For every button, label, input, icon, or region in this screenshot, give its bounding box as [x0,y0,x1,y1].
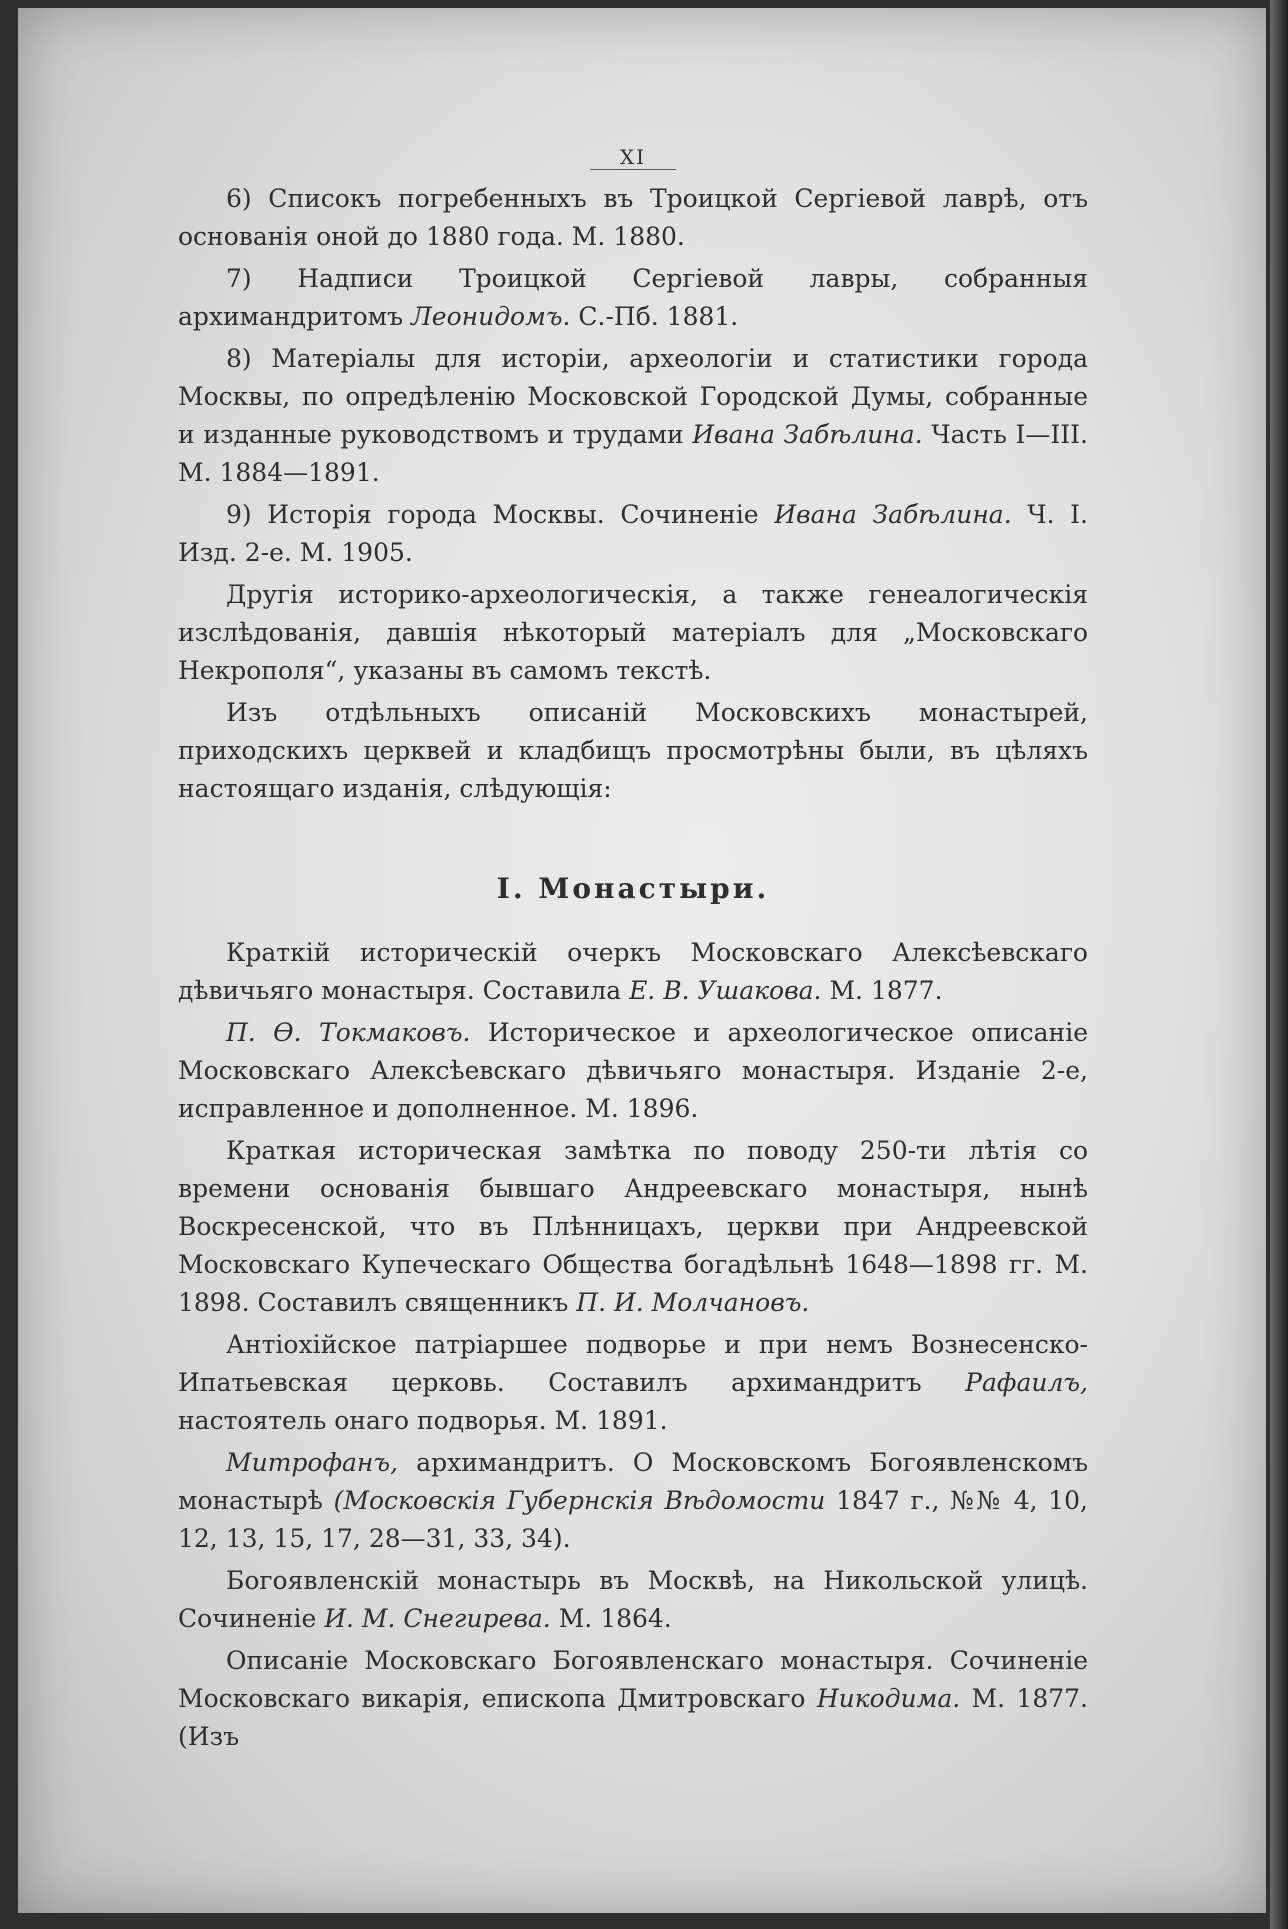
monastery-reference-list [178,934,1088,1756]
text-run: Другія историко-археологическія, а также генеалогическія изслѣдованія, давшія нѣкоторый матеріалъ для „Московскаго Некрополя“, указаны въ самомъ текстѣ. [178,580,1088,685]
italic-name: И. М. Снегирева. [324,1604,551,1633]
text-run: М. 1877. [821,976,943,1005]
reference-paragraph [178,180,1088,256]
reference-list [178,180,1088,808]
text-run: М. 1864. [550,1604,672,1633]
italic-name: П. Ѳ. Токмаковъ. [226,1018,471,1047]
italic-name: Рафаилъ, [965,1368,1088,1397]
text-run: Краткій историческій очеркъ Московскаго Алексѣевскаго дѣвичьяго монастыря. Составила [178,938,1088,1005]
book-page [18,8,1266,1913]
page-number: XI [178,138,1088,176]
text-run: Ч. I. Изд. 2-е. М. 1905. [178,500,1089,567]
italic-name: Никодима. [816,1684,961,1713]
reference-paragraph [178,576,1088,690]
text-run: Краткая историческая замѣтка по поводу 250-ти лѣтія со времени основанія бывшаго Андреевскаго монастыря, нынѣ Воскресенской, что въ Плѣнницахъ, церкви при Андреевской Московскаго Купеческаго Общества богадѣльнѣ 1648—1898 гг. М. 1898. Составилъ священникъ [178,1136,1088,1317]
text-run: 8) Матеріалы для исторіи, археологіи и статистики города Москвы, по опредѣленію Московской Городской Думы, собранные и изданные руководствомъ и трудами [178,344,1088,449]
text-run: настоятель онаго подворья. М. 1891. [178,1406,668,1435]
italic-name: Ивана Забѣлина. [692,420,923,449]
page-text [178,138,1088,1760]
monastery-reference-paragraph [178,1642,1088,1756]
text-run: Богоявленскій монастырь въ Москвѣ, на Никольской улицѣ. Сочиненіе [178,1566,1088,1633]
italic-name: Митрофанъ, [226,1448,399,1477]
italic-name: Е. В. Ушакова. [629,976,822,1005]
italic-name: Леонидомъ. [410,302,571,331]
text-run: Антіохійское патріаршее подворье и при немъ Вознесенско-Ипатьевская церковь. Составилъ архимандритъ [178,1330,1088,1397]
text-run: 1847 г., №№ 4, 10, 12, 13, 15, 17, 28—31, 33, 34). [178,1486,1089,1553]
scan-edge-shadow [1270,0,1288,1929]
italic-name: Ивана Забѣлина. [774,500,1012,529]
text-run: 9) Исторія города Москвы. Сочиненіе [226,500,775,529]
monastery-reference-paragraph [178,1132,1088,1322]
text-run: Историческое и археологическое описаніе Московскаго Алексѣевскаго дѣвичьяго монастыря. Изданіе 2-е, исправленное и дополненное. М. 1896. [178,1018,1088,1123]
text-run: Описаніе Московскаго Богоявленскаго монастыря. Сочиненіе Московскаго викарія, епископа Дмитровскаго [178,1646,1088,1713]
monastery-reference-paragraph [178,1562,1088,1638]
monastery-reference-paragraph [178,1014,1088,1128]
text-run: М. 1877. (Изъ [178,1684,1088,1751]
text-run: 6) Списокъ погребенныхъ въ Троицкой Сергіевой лаврѣ, отъ основанія оной до 1880 года. М. 1880. [178,184,1088,251]
text-run: Часть I—III. М. 1884—1891. [178,420,1088,487]
reference-paragraph [178,496,1088,572]
reference-paragraph [178,694,1088,808]
reference-paragraph [178,340,1088,492]
italic-name: (Московскія Губернскія Вѣдомости [333,1486,826,1515]
text-run: С.-Пб. 1881. [570,302,739,331]
monastery-reference-paragraph [178,934,1088,1010]
section-heading: I. Монастыри. [496,872,770,905]
text-run: Изъ отдѣльныхъ описаній Московскихъ монастырей, приходскихъ церквей и кладбищъ просмотрѣны были, въ цѣляхъ настоящаго изданія, слѣдующія: [178,698,1088,803]
monastery-reference-paragraph [178,1326,1088,1440]
text-run: 7) Надписи Троицкой Сергіевой лавры, собранныя архимандритомъ [178,264,1088,331]
text-run: архимандритъ. О Московскомъ Богоявленскомъ монастырѣ [178,1448,1088,1515]
monastery-reference-paragraph [178,1444,1088,1558]
reference-paragraph [178,260,1088,336]
italic-name: П. И. Молчановъ. [576,1288,810,1317]
